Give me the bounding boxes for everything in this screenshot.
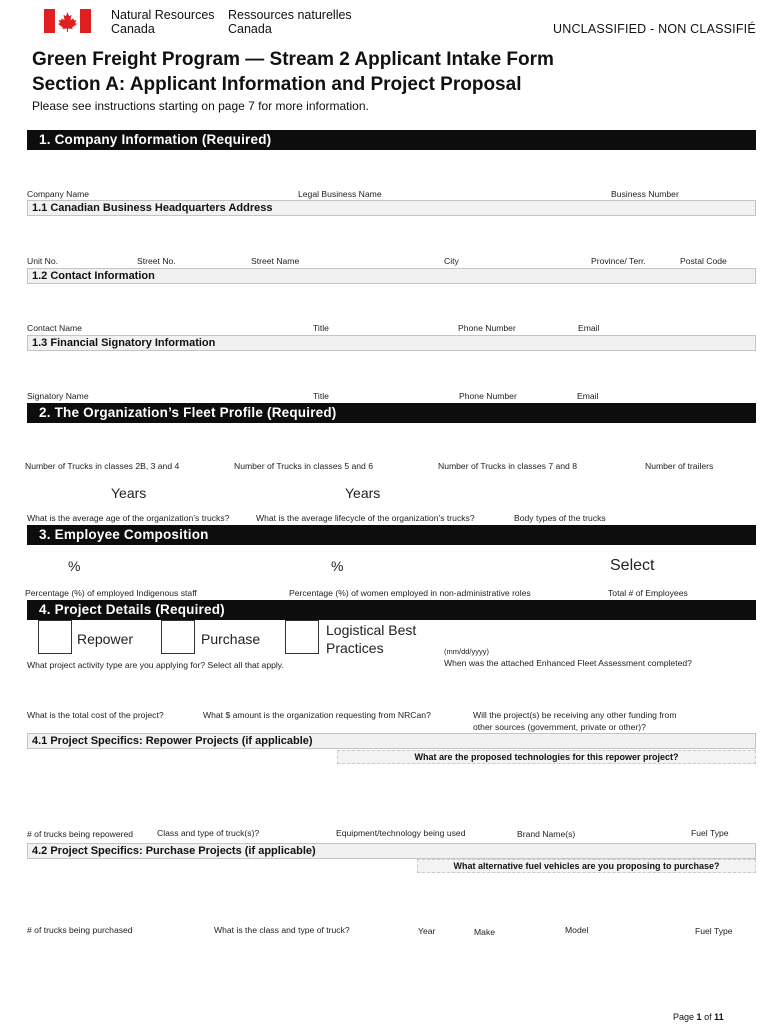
- department-en-line2: Canada: [111, 22, 155, 36]
- class-type-truck-label: What is the class and type of truck?: [214, 925, 350, 935]
- province-label: Province/ Terr.: [591, 256, 646, 266]
- repower-specifics-heading: 4.1 Project Specifics: Repower Projects (if applicable): [27, 733, 756, 749]
- avg-age-label: What is the average age of the organization’s trucks?: [27, 513, 230, 523]
- contact-name-label: Contact Name: [27, 323, 82, 333]
- class-type-trucks-label: Class and type of truck(s)?: [157, 828, 260, 838]
- company-name-label: Company Name: [27, 189, 90, 199]
- trailers-label: Number of trailers: [645, 461, 714, 471]
- purchase-checkbox[interactable]: [161, 620, 195, 654]
- repower-label: Repower: [77, 631, 134, 647]
- date-format-hint: (mm/dd/yyyy): [444, 647, 489, 656]
- signatory-title-label: Title: [313, 391, 329, 401]
- avg-lifecycle-label: What is the average lifecycle of the organization’s trucks?: [256, 513, 475, 523]
- instructions-note: Please see instructions starting on page 7 for more information.: [32, 99, 369, 113]
- trucks-2b-label: Number of Trucks in classes 2B, 3 and 4: [25, 461, 180, 471]
- other-funding-label: [473, 710, 676, 733]
- purchase-label: Purchase: [201, 631, 261, 647]
- legal-name-label: Legal Business Name: [298, 189, 382, 199]
- trucks-purchased-label: # of trucks being purchased: [27, 925, 133, 935]
- street-no-label: Street No.: [137, 256, 176, 266]
- women-percent-sign: %: [331, 558, 344, 574]
- brand-names-label: Brand Name(s): [517, 829, 576, 839]
- business-number-label: Business Number: [611, 189, 679, 199]
- logistical-line1: Logistical Best: [326, 622, 417, 638]
- postal-code-label: Postal Code: [680, 256, 727, 266]
- section-4-heading: 4. Project Details (Required): [27, 600, 756, 620]
- department-en-line1: Natural Resources: [111, 8, 215, 22]
- purchase-specifics-heading: 4.2 Project Specifics: Purchase Projects (if applicable): [27, 843, 756, 859]
- equipment-label: Equipment/technology being used: [336, 828, 466, 838]
- repower-technologies-question: What are the proposed technologies for this repower project?: [337, 750, 756, 764]
- page-of: of: [704, 1012, 712, 1022]
- total-cost-label: What is the total cost of the project?: [27, 710, 164, 720]
- signatory-name-label: Signatory Name: [27, 391, 89, 401]
- page-current: 1: [696, 1012, 702, 1022]
- section-title: Section A: Applicant Information and Project Proposal: [32, 74, 522, 95]
- logistical-line2: Practices: [326, 640, 384, 656]
- section-3-heading: 3. Employee Composition: [27, 525, 756, 545]
- amount-requested-label: What $ amount is the organization requesting from NRCan?: [203, 710, 431, 720]
- trucks-5-6-label: Number of Trucks in classes 5 and 6: [234, 461, 373, 471]
- department-name-en: [111, 8, 215, 36]
- department-fr-line2: Canada: [228, 22, 272, 36]
- avg-lifecycle-unit: Years: [345, 485, 381, 501]
- other-funding-line1: Will the project(s) be receiving any other funding from: [473, 710, 677, 720]
- hq-address-heading: 1.1 Canadian Business Headquarters Address: [27, 200, 756, 216]
- trucks-7-8-label: Number of Trucks in classes 7 and 8: [438, 461, 577, 471]
- logistical-practices-label: [326, 621, 416, 657]
- repower-checkbox[interactable]: [38, 620, 72, 654]
- repower-fuel-type-label: Fuel Type: [691, 828, 729, 838]
- section-2-heading: 2. The Organization’s Fleet Profile (Required): [27, 403, 756, 423]
- signatory-email-label: Email: [577, 391, 599, 401]
- trucks-repowered-label: # of trucks being repowered: [27, 829, 134, 839]
- contact-phone-label: Phone Number: [458, 323, 516, 333]
- financial-signatory-heading: 1.3 Financial Signatory Information: [27, 335, 756, 351]
- model-label: Model: [565, 925, 589, 935]
- section-1-heading: 1. Company Information (Required): [27, 130, 756, 150]
- indigenous-label: Percentage (%) of employed Indigenous staff: [25, 588, 197, 598]
- make-label: Make: [474, 927, 496, 937]
- avg-age-unit: Years: [111, 485, 147, 501]
- canada-flag-icon: [44, 9, 91, 33]
- activity-type-label: What project activity type are you applying for? Select all that apply.: [27, 660, 284, 670]
- city-label: City: [444, 256, 459, 266]
- page-total: 11: [714, 1012, 724, 1022]
- page-prefix: Page: [673, 1012, 695, 1022]
- street-name-label: Street Name: [251, 256, 300, 266]
- page-number: [673, 1012, 724, 1022]
- total-employees-select[interactable]: Select: [610, 557, 655, 574]
- classification-label: UNCLASSIFIED - NON CLASSIFIÉ: [553, 22, 756, 36]
- logistical-practices-checkbox[interactable]: [285, 620, 319, 654]
- department-name-fr: [228, 8, 352, 36]
- indigenous-percent-sign: %: [68, 558, 81, 574]
- fleet-assessment-label: When was the attached Enhanced Fleet Assessment completed?: [444, 658, 692, 668]
- contact-email-label: Email: [578, 323, 600, 333]
- form-title: Green Freight Program — Stream 2 Applicant Intake Form: [32, 49, 554, 70]
- other-funding-line2: other sources (government, private or other)?: [473, 721, 646, 732]
- body-types-label: Body types of the trucks: [514, 513, 606, 523]
- alt-fuel-vehicles-question: What alternative fuel vehicles are you proposing to purchase?: [417, 859, 756, 873]
- women-label: Percentage (%) of women employed in non-administrative roles: [289, 588, 531, 598]
- year-label: Year: [418, 926, 436, 936]
- unit-no-label: Unit No.: [27, 256, 59, 266]
- contact-info-heading: 1.2 Contact Information: [27, 268, 756, 284]
- department-fr-line1: Ressources naturelles: [228, 8, 352, 22]
- signatory-phone-label: Phone Number: [459, 391, 517, 401]
- total-employees-label: Total # of Employees: [608, 588, 688, 598]
- contact-title-label: Title: [313, 323, 329, 333]
- purchase-fuel-type-label: Fuel Type: [695, 926, 733, 936]
